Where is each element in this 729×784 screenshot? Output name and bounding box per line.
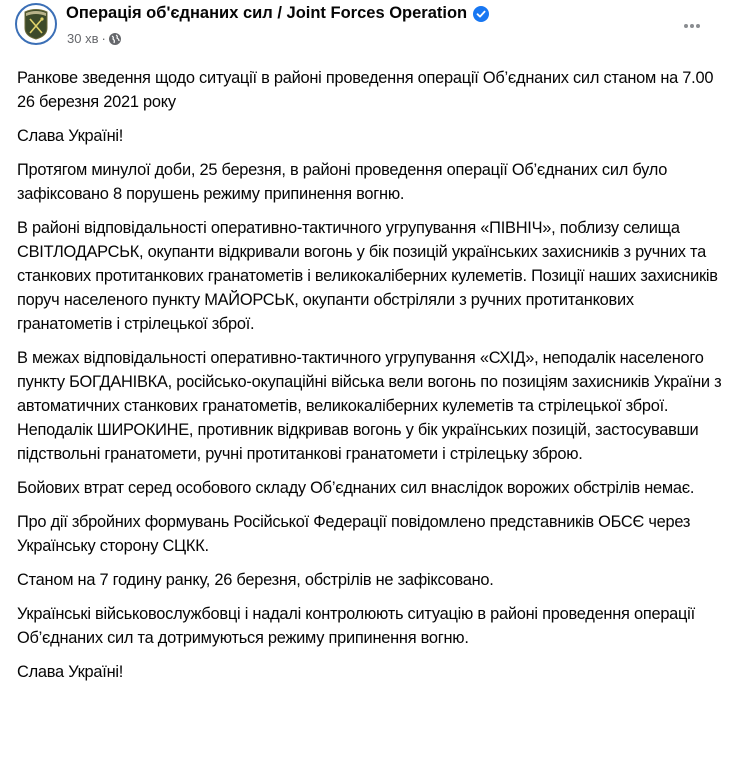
post-paragraph: Слава Україні!: [17, 127, 124, 145]
page-avatar[interactable]: [15, 3, 57, 45]
meta-separator: ·: [101, 31, 106, 46]
more-dot-icon: [690, 24, 694, 28]
post-paragraph: Протягом минулої доби, 25 березня, в районі проведення операції Об’єднаних сил було зафіксовано 8 порушень режиму припинення вогню.: [17, 161, 668, 203]
military-emblem-icon: [23, 8, 49, 40]
page-name-link[interactable]: [66, 4, 489, 23]
post-meta: [67, 31, 121, 46]
post-paragraph: Бойових втрат серед особового складу Об’єднаних сил внаслідок ворожих обстрілів немає.: [17, 479, 695, 497]
more-options-button[interactable]: [680, 18, 704, 34]
more-dot-icon: [696, 24, 700, 28]
post-paragraph: Слава Україні!: [17, 663, 124, 681]
page-name: Операція об'єднаних сил / Joint Forces Operation: [66, 4, 468, 22]
post-paragraph: Станом на 7 годину ранку, 26 березня, обстрілів не зафіксовано.: [17, 571, 494, 589]
post-paragraph: Про дії збройних формувань Російської Федерації повідомлено представників ОБСЄ через Українську сторону СЦКК.: [17, 513, 691, 555]
post-paragraph: В районі відповідальності оперативно-тактичного угрупування «ПІВНІЧ», поблизу селища СВІТЛОДАРСЬК, окупанти відкривали вогонь у бік позицій українських захисників з ручних та станкових протитанкових гранатометів і великокаліберних кулеметів. Позиції наших захисників поруч населеного пункту МАЙОРСЬК, окупанти обстріляли з ручних протитанкових гранатометів і стрілецької зброї.: [17, 219, 718, 333]
globe-icon[interactable]: [109, 33, 121, 45]
post-paragraph: Українські військовослужбовці і надалі контролюють ситуацію в районі проведення операції Об’єднаних сил та дотримуються режиму припинення вогню.: [17, 605, 695, 647]
verified-badge-icon: [473, 6, 489, 22]
post-header: [0, 0, 729, 60]
post-title-paragraph: Ранкове зведення щодо ситуації в районі проведення операції Об’єднаних сил станом на 7.00 26 березня 2021 року: [17, 69, 714, 111]
post-body: [17, 66, 722, 694]
more-dot-icon: [684, 24, 688, 28]
post-paragraph: В межах відповідальності оперативно-тактичного угрупування «СХІД», неподалік населеного пункту БОГДАНІВКА, російсько-окупаційні війська вели вогонь по позиціям захисників України з автоматичних станкових гранатометів, великокаліберних кулеметів та стрілецької зброї. Неподалік ШИРОКИНЕ, противник відкривав вогонь у бік українських позицій, застосувавши підствольні гранатомети, ручні протитанкові гранатомети і стрілецьку зброю.: [17, 349, 722, 463]
post-timestamp[interactable]: 30 хв: [67, 31, 99, 46]
